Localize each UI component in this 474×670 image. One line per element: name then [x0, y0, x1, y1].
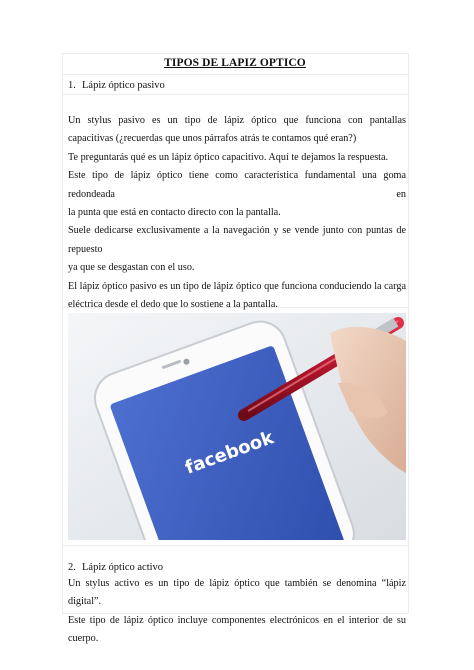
document-title: TIPOS DE LAPIZ OPTICO: [164, 57, 306, 69]
stylus-photo: [68, 313, 406, 540]
screen-logo-text: facebook: [182, 427, 277, 479]
section-1-title: Lápiz óptico pasivo: [82, 80, 165, 91]
body-line: Te preguntarás qué es un lápiz óptico capacitivo. Aquí te dejamos la respuesta.: [68, 151, 389, 163]
section-2-title: Lápiz óptico activo: [82, 562, 164, 573]
section-1-heading: [68, 80, 165, 91]
table-border: [62, 94, 408, 95]
table-border-right: [408, 53, 409, 613]
body-line: la punta que está en contacto directo con la pantalla.: [68, 207, 281, 219]
table-border-left: [62, 53, 63, 613]
table-border: [62, 74, 408, 75]
section-2-body: [68, 575, 406, 649]
body-line: El lápiz óptico pasivo es un tipo de lápiz óptico que funciona conduciendo la carga: [68, 280, 406, 292]
section-1-number: 1.: [68, 80, 76, 91]
section-2-number: 2.: [68, 562, 76, 573]
body-line: Este tipo de lápiz óptico incluye componentes electrónicos en el interior de su cuerpo.: [68, 614, 406, 645]
table-border: [62, 545, 408, 546]
body-line: Suele dedicarse exclusivamente a la navegación y se vende junto con puntas de repuesto: [68, 225, 406, 255]
body-line: capacitivas (¿recuerdas que unos párrafos atrás te contamos qué eran?): [68, 133, 357, 145]
section-2-heading: [68, 562, 163, 573]
body-line: Un stylus activo es un tipo de lápiz óptico que también se denomina “lápiz digital”.: [68, 578, 406, 608]
body-line: Un stylus pasivo es un tipo de lápiz óptico que funciona con pantallas: [68, 115, 406, 126]
body-line: ya que se desgastan con el uso.: [68, 262, 195, 274]
stylus-illustration: [68, 313, 406, 540]
table-border-top: [62, 53, 408, 54]
body-line: eléctrica desde el dedo que lo sostiene a la pantalla.: [68, 299, 278, 311]
body-line: Este tipo de lápiz óptico tiene como característica fundamental una goma redondeada en: [68, 170, 406, 200]
